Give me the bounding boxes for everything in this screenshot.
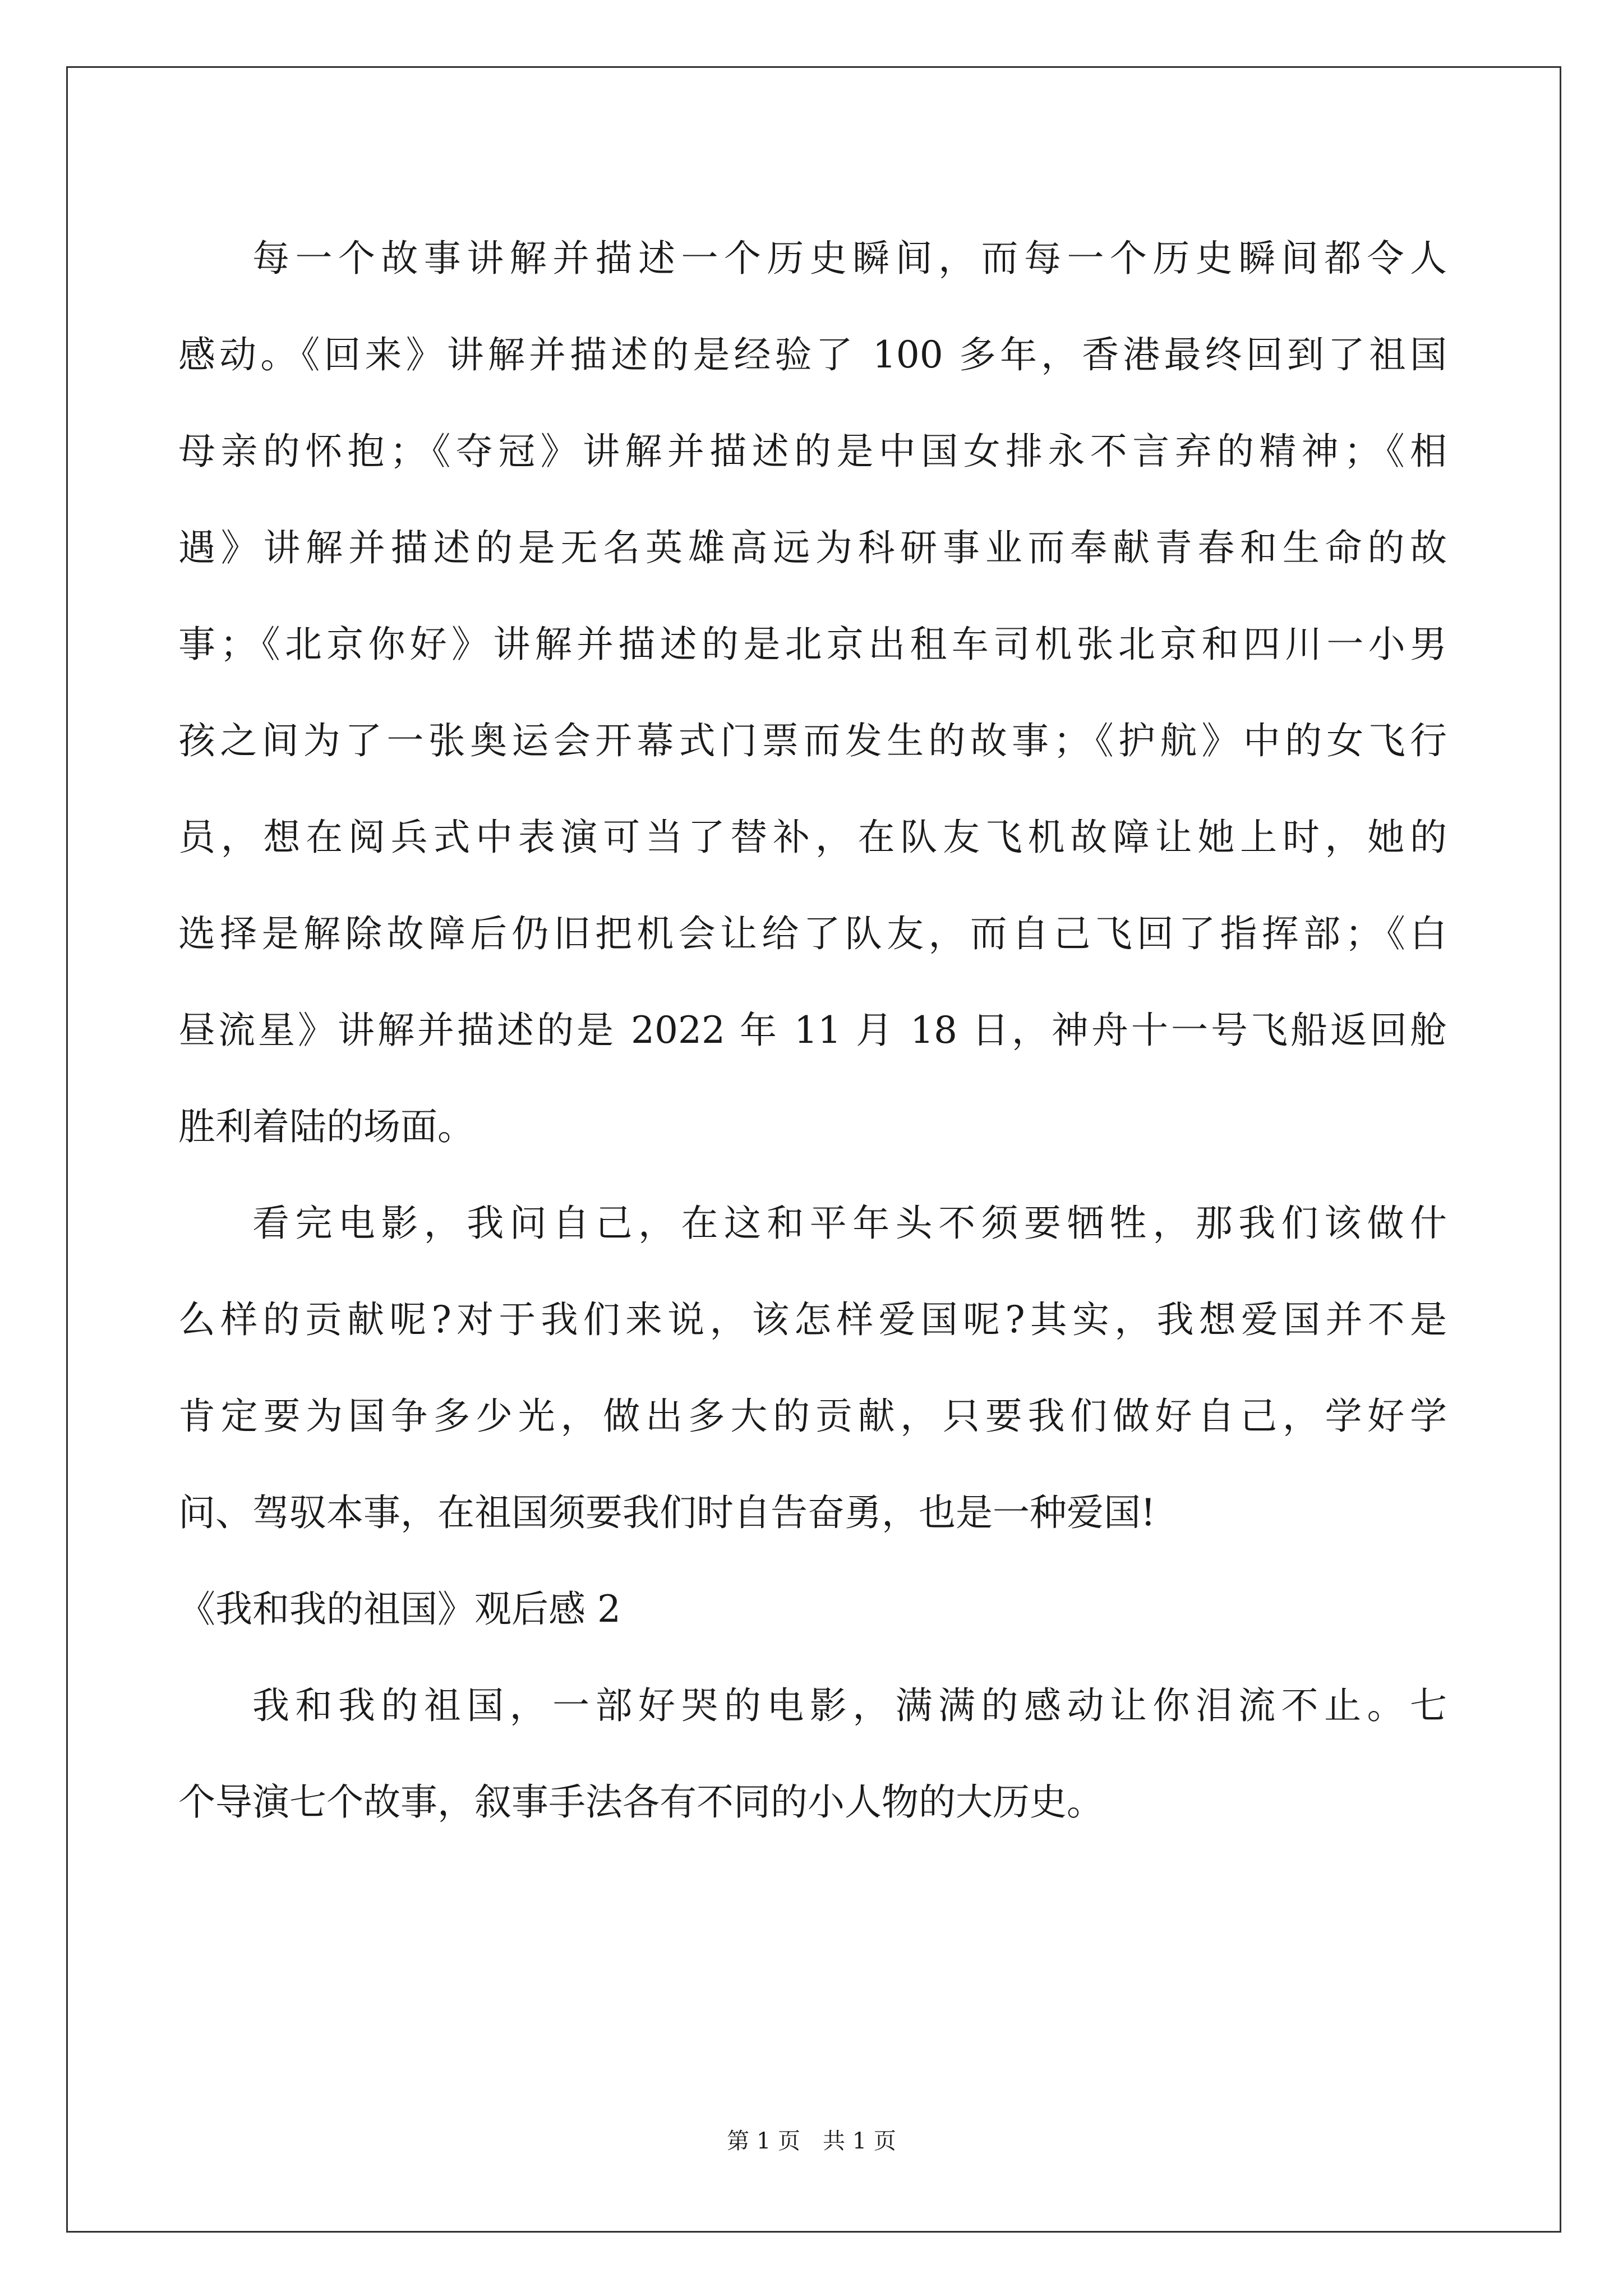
paragraph-1-line-7: 员，想在阅兵式中表演可当了替补，在队友飞机故障让她上时，她的 xyxy=(178,816,1447,859)
paragraph-1-line-10: 胜利着陆的场面。 xyxy=(178,1105,474,1148)
paragraph-1-line-5: 事；《北京你好》讲解并描述的是北京出租车司机张北京和四川一小男 xyxy=(178,623,1447,666)
paragraph-3-line-1: 我和我的祖国，一部好哭的电影，满满的感动让你泪流不止。七 xyxy=(252,1684,1447,1727)
page-number: 第 1 页 共 1 页 xyxy=(727,2128,896,2154)
paragraph-3-line-2: 个导演七个故事，叙事手法各有不同的小人物的大历史。 xyxy=(178,1780,1104,1824)
paragraph-1-line-8: 选择是解除故障后仍旧把机会让给了队友，而自己飞回了指挥部；《白 xyxy=(178,912,1447,955)
paragraph-1-line-6: 孩之间为了一张奥运会开幕式门票而发生的故事；《护航》中的女飞行 xyxy=(178,719,1447,762)
paragraph-1-line-1: 每一个故事讲解并描述一个历史瞬间，而每一个历史瞬间都令人 xyxy=(252,237,1447,280)
paragraph-2-line-4: 问、驾驭本事，在祖国须要我们时自告奋勇，也是一种爱国! xyxy=(178,1491,1156,1534)
section-heading: 《我和我的祖国》观后感 2 xyxy=(178,1588,621,1631)
paragraph-2-line-2: 么样的贡献呢?对于我们来说，该怎样爱国呢?其实，我想爱国并不是 xyxy=(178,1298,1447,1341)
document-body xyxy=(178,210,1447,1851)
paragraph-1-line-9: 昼流星》讲解并描述的是 2022 年 11 月 18 日，神舟十一号飞船返回舱 xyxy=(178,1009,1447,1052)
paragraph-2-line-3: 肯定要为国争多少光，做出多大的贡献，只要我们做好自己，学好学 xyxy=(178,1395,1447,1438)
paragraph-2-line-1: 看完电影，我问自己，在这和平年头不须要牺牲，那我们该做什 xyxy=(252,1202,1447,1245)
paragraph-1-line-4: 遇》讲解并描述的是无名英雄高远为科研事业而奉献青春和生命的故 xyxy=(178,526,1447,569)
paragraph-1-line-3: 母亲的怀抱；《夺冠》讲解并描述的是中国女排永不言弃的精神；《相 xyxy=(178,430,1447,473)
paragraph-1-line-2: 感动。《回来》讲解并描述的是经验了 100 多年，香港最终回到了祖国 xyxy=(178,333,1447,376)
